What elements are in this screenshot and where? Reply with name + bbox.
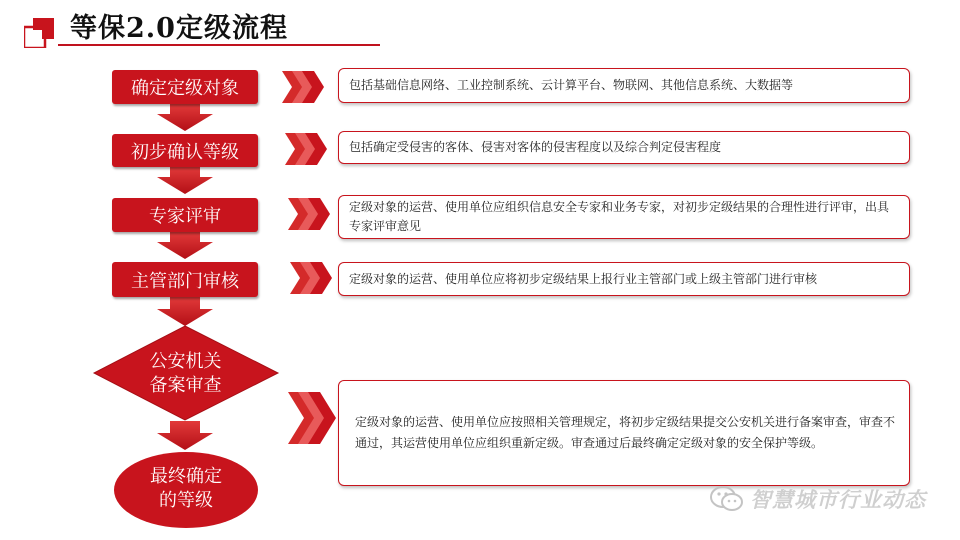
down-arrow-1 xyxy=(157,104,213,131)
down-arrow-5 xyxy=(157,421,213,450)
desc-box-5 xyxy=(338,380,910,486)
watermark-text: 智慧城市行业动态 xyxy=(750,488,926,512)
diamond-label-line2: 备案审查 xyxy=(149,375,222,396)
step-label-4: 主管部门审核 xyxy=(131,270,239,292)
diamond-label-line1: 公安机关 xyxy=(149,351,222,372)
diamond-label xyxy=(128,350,243,398)
down-arrow-2 xyxy=(157,167,213,194)
desc-text-4: 定级对象的运营、使用单位应将初步定级结果上报行业主管部门或上级主管部门进行审核 xyxy=(349,271,818,286)
step-label-1: 确定定级对象 xyxy=(131,78,239,99)
step-box-4 xyxy=(112,262,258,297)
desc-box-2 xyxy=(338,131,910,164)
chevrons-3 xyxy=(288,198,330,230)
page-title: 等保2.0定级流程 xyxy=(70,13,288,44)
step-box-3 xyxy=(112,198,258,232)
step-label-2: 初步确认等级 xyxy=(131,141,239,163)
step-box-1 xyxy=(112,70,258,104)
step-box-2 xyxy=(112,134,258,167)
down-arrow-4 xyxy=(157,297,213,326)
ellipse-label xyxy=(130,465,242,513)
desc-text-5: 定级对象的运营、使用单位应按照相关管理规定，将初步定级结果提交公安机关进行备案审查，审查不通过，其运营使用单位应组织重新定级。审查通过后最终确定定级对象的安全保护等级。 xyxy=(355,415,896,450)
chevrons-5 xyxy=(288,392,336,444)
desc-text-1: 包括基础信息网络、工业控制系统、云计算平台、物联网、其他信息系统、大数据等 xyxy=(349,78,794,92)
watermark xyxy=(710,484,926,514)
desc-text-2: 包括确定受侵害的客体、侵害对客体的侵害程度以及综合判定侵害程度 xyxy=(349,140,722,154)
ellipse-label-line1: 最终确定 xyxy=(150,466,222,487)
chevrons-2 xyxy=(285,133,327,165)
chevrons-1 xyxy=(282,71,324,103)
ellipse-label-line2: 的等级 xyxy=(159,490,213,511)
down-arrow-3 xyxy=(157,232,213,259)
desc-box-4 xyxy=(338,262,910,296)
chevrons-4 xyxy=(290,262,332,294)
desc-box-1 xyxy=(338,68,910,103)
wechat-icon xyxy=(710,485,744,513)
desc-text-3: 定级对象的运营、使用单位应组织信息安全专家和业务专家，对初步定级结果的合理性进行评审，出具专家评审意见 xyxy=(349,200,890,233)
desc-box-3 xyxy=(338,195,910,239)
step-label-3: 专家评审 xyxy=(149,206,221,227)
